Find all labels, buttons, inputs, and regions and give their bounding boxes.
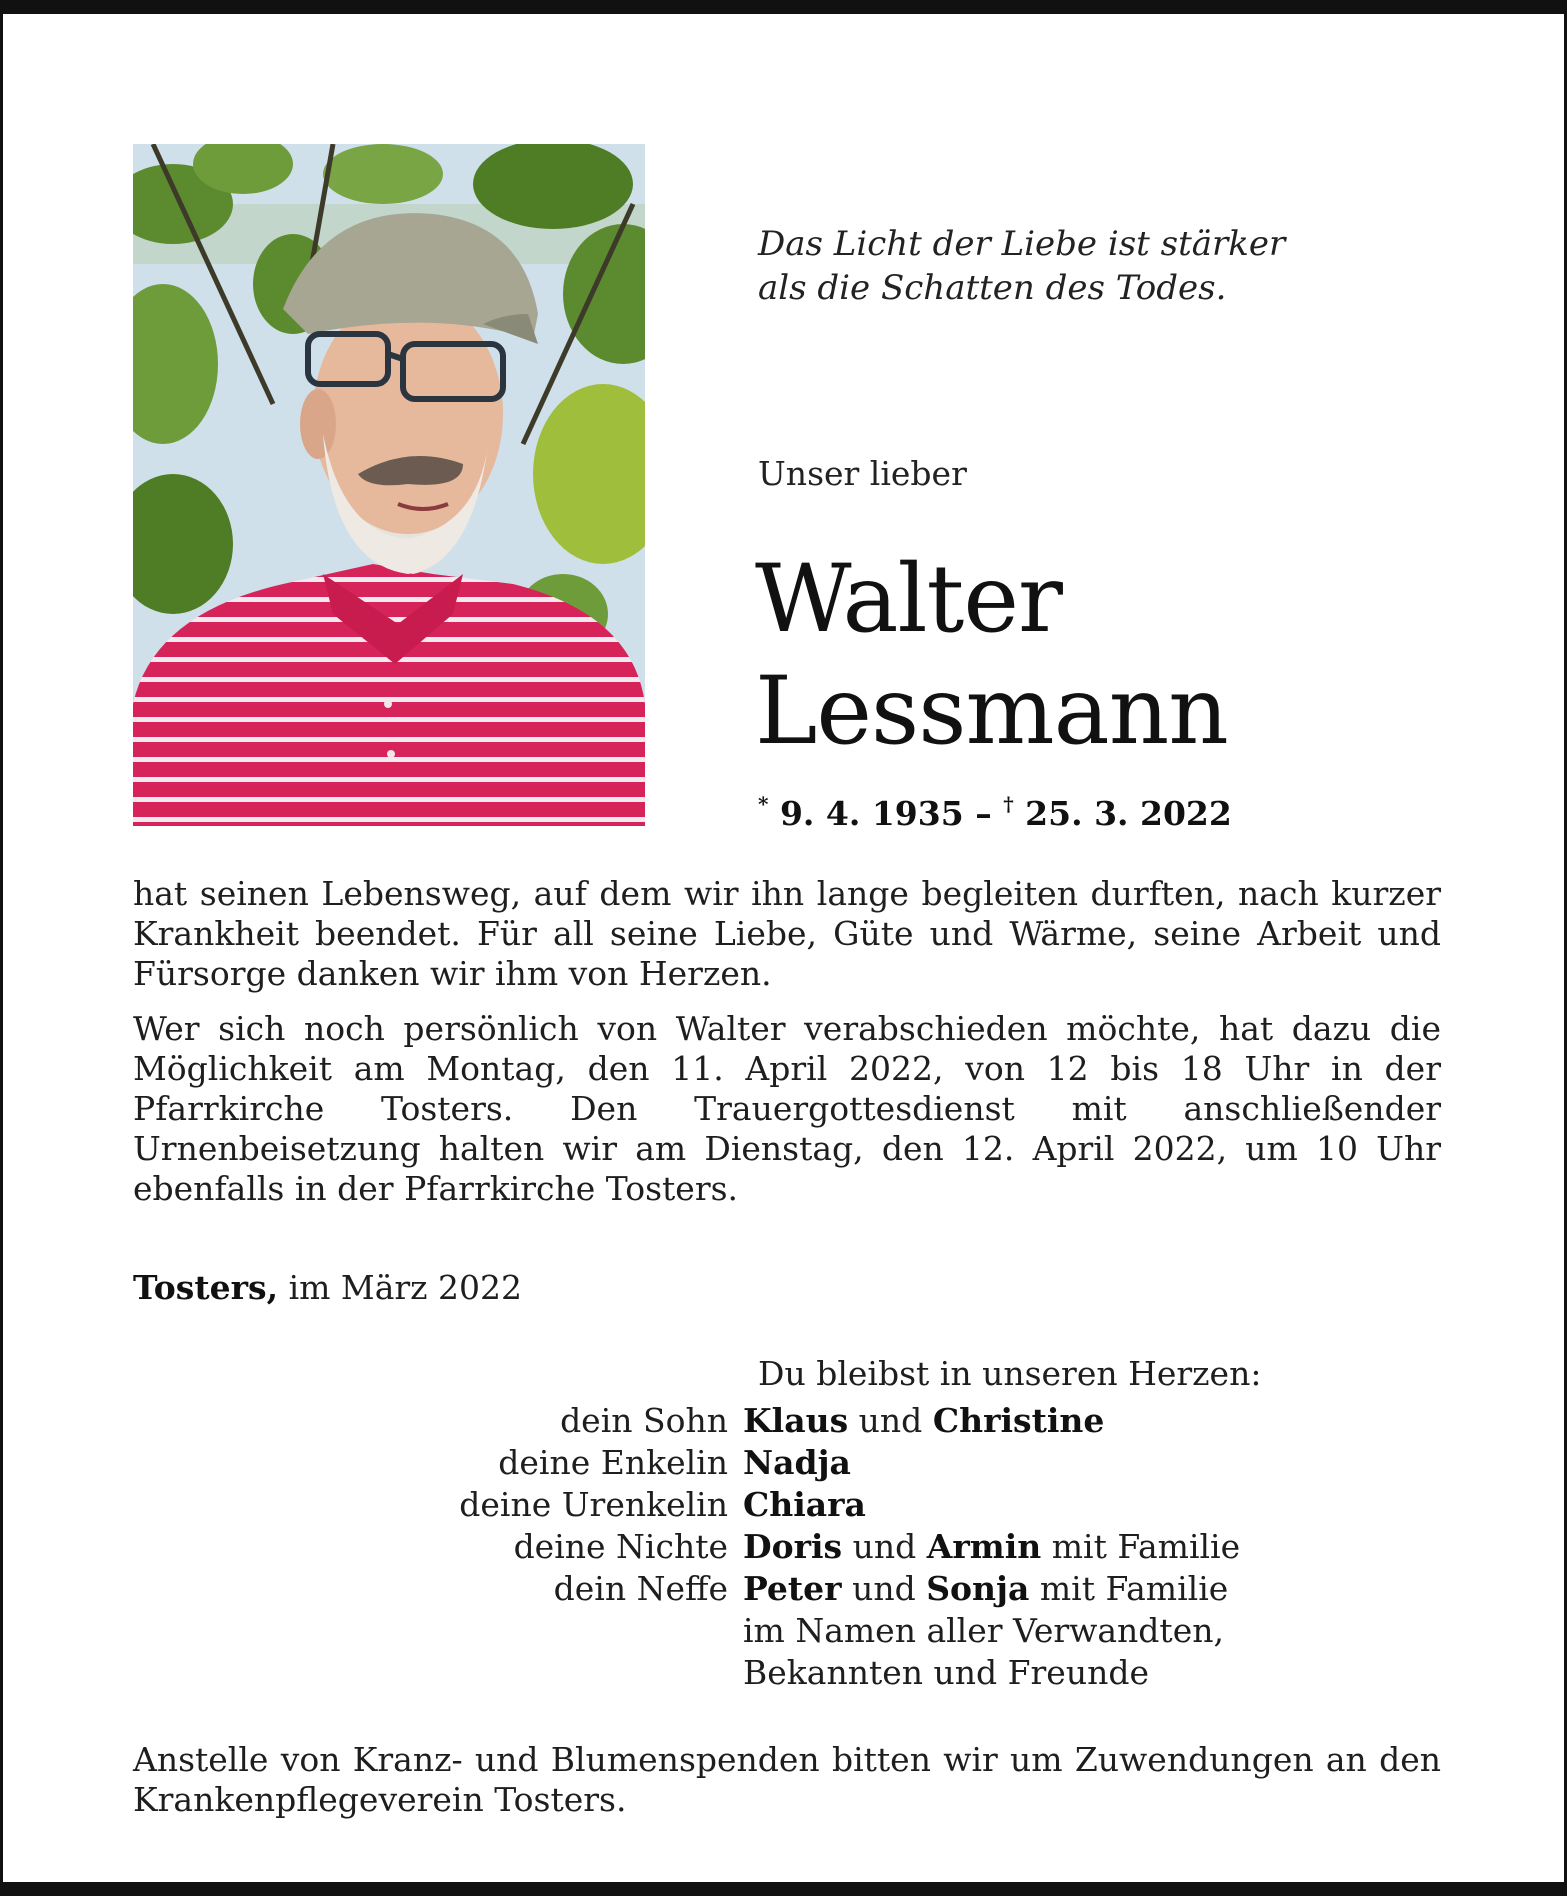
life-dates	[758, 792, 1232, 833]
mourner-names	[743, 1484, 866, 1526]
mourners-intro: Du bleibst in unseren Herzen:	[758, 1354, 1262, 1393]
date-separator: –	[975, 794, 992, 833]
paragraph-farewell: Wer sich noch persönlich von Walter verabschieden möchte, hat dazu die Möglichkeit am Montag, den 11. April 2022, von 12 bis 18 Uhr in der Pfarrkirche Tosters. Den Trauergottesdienst mit anschließender Urnenbeisetzung halten wir am Dienstag, den 12. April 2022, um 10 Uhr ebenfalls in der Pfarrkirche Tosters.	[133, 1009, 1441, 1208]
mourner-name: Sonja	[926, 1569, 1030, 1608]
first-name: Walter	[755, 545, 1062, 654]
name-joiner: und	[852, 1569, 916, 1608]
quote-line: als die Schatten des Todes.	[758, 268, 1227, 308]
list-item	[303, 1652, 1403, 1694]
relation: dein Sohn	[560, 1401, 728, 1440]
birth-symbol: *	[758, 792, 769, 816]
death-symbol: †	[1003, 792, 1014, 816]
mourner-names	[743, 1526, 1240, 1568]
relation-empty	[303, 1652, 743, 1694]
mourner-names	[743, 1400, 1104, 1442]
name-suffix: mit Familie	[1039, 1569, 1229, 1608]
deceased-name	[755, 544, 1228, 768]
mourner-name: Nadja	[743, 1443, 851, 1482]
mourner-names	[743, 1442, 851, 1484]
mourner-name: Klaus	[743, 1401, 849, 1440]
place-date	[133, 1268, 522, 1307]
death-date: 25. 3. 2022	[1025, 794, 1232, 833]
mourner-name: Armin	[926, 1527, 1042, 1566]
relation: dein Neffe	[553, 1569, 728, 1608]
relation: deine Urenkelin	[459, 1485, 728, 1524]
list-item	[303, 1526, 1403, 1568]
list-item	[303, 1610, 1403, 1652]
list-item	[303, 1568, 1403, 1610]
mourner-name: Peter	[743, 1569, 842, 1608]
donation-note: Anstelle von Kranz- und Blumenspenden bitten wir um Zuwendungen an den Krankenpflegeverein Tosters.	[133, 1740, 1441, 1819]
relation: deine Enkelin	[498, 1443, 728, 1482]
last-name: Lessmann	[755, 657, 1228, 766]
name-joiner: und	[858, 1401, 923, 1440]
mourners-list	[303, 1400, 1403, 1694]
mourner-name: Christine	[932, 1401, 1105, 1440]
place-month: im März 2022	[288, 1268, 522, 1307]
list-item	[303, 1442, 1403, 1484]
quote-line: Das Licht der Liebe ist stärker	[758, 224, 1286, 264]
mourner-name: Doris	[743, 1527, 843, 1566]
relation-empty	[303, 1610, 743, 1652]
list-item	[303, 1484, 1403, 1526]
list-item	[303, 1400, 1403, 1442]
name-joiner: und	[852, 1527, 917, 1566]
place-town: Tosters,	[133, 1268, 279, 1307]
portrait-photo	[133, 144, 645, 826]
name-suffix: mit Familie	[1051, 1527, 1241, 1566]
intro-text: Unser lieber	[758, 454, 967, 493]
relation: deine Nichte	[513, 1527, 728, 1566]
memorial-quote	[758, 222, 1285, 310]
mourners-closing-line: Bekannten und Freunde	[743, 1653, 1149, 1692]
mourner-name: Chiara	[743, 1485, 866, 1524]
paragraph-life: hat seinen Lebensweg, auf dem wir ihn lange begleiten durften, nach kurzer Krankheit beendet. Für all seine Liebe, Güte und Wärme, seine Arbeit und Fürsorge danken wir ihm von Herzen.	[133, 874, 1441, 993]
mourner-names	[743, 1568, 1228, 1610]
mourners-closing-line: im Namen aller Verwandten,	[743, 1611, 1224, 1650]
birth-date: 9. 4. 1935	[779, 794, 964, 833]
